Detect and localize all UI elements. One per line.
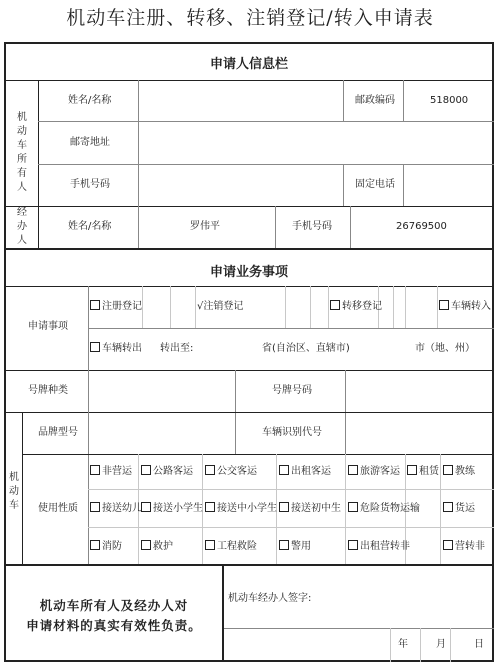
agent-name-label: 姓名/名称 xyxy=(68,221,112,232)
checkbox-icon xyxy=(205,502,215,512)
signature-label: 机动车经办人签字: xyxy=(228,593,312,604)
option-transfer-in[interactable]: 车辆转入 xyxy=(439,300,491,314)
owner-name-label: 姓名/名称 xyxy=(68,95,112,106)
usage-option[interactable]: 工程救险 xyxy=(205,540,257,554)
checkbox-icon xyxy=(90,502,100,512)
agent-mobile-field[interactable]: 26769500 xyxy=(396,221,447,232)
usage-option[interactable]: 货运 xyxy=(443,502,475,516)
checkbox-icon xyxy=(90,300,100,310)
usage-option[interactable]: 旅游客运 xyxy=(348,465,400,479)
checkbox-icon xyxy=(443,502,453,512)
agent-mobile-label: 手机号码 xyxy=(292,221,332,232)
declaration-text xyxy=(8,596,220,636)
usage-option[interactable]: 接送小学生 xyxy=(141,502,203,516)
checkbox-icon xyxy=(205,465,215,475)
usage-option[interactable]: 租赁 xyxy=(407,465,439,479)
checkbox-icon xyxy=(279,502,289,512)
checkbox-icon xyxy=(330,300,340,310)
usage-nature-label: 使用性质 xyxy=(38,503,78,514)
province-label: 省(自治区、直辖市) xyxy=(262,343,350,354)
checkbox-icon xyxy=(407,465,417,475)
business-section-header: 申请业务事项 xyxy=(209,265,288,280)
owner-mobile-field[interactable] xyxy=(139,166,342,204)
checkbox-icon xyxy=(443,540,453,550)
transfer-to-label: 转出至: xyxy=(160,343,194,354)
checkbox-icon xyxy=(205,540,215,550)
month-label: 月 xyxy=(436,639,446,650)
owner-name-field[interactable] xyxy=(139,82,342,120)
applicant-section-header: 申请人信息栏 xyxy=(209,57,288,72)
usage-option[interactable]: 危险货物运输 xyxy=(348,502,420,516)
checkbox-icon xyxy=(439,300,449,310)
checkbox-icon xyxy=(443,465,453,475)
usage-option[interactable]: 非营运 xyxy=(90,465,132,479)
checkmark-icon: √ xyxy=(197,301,204,312)
checkbox-icon xyxy=(90,540,100,550)
plate-number-field[interactable] xyxy=(346,372,492,410)
city-label: 市（地、州） xyxy=(415,343,475,354)
usage-option[interactable]: 警用 xyxy=(279,540,311,554)
checkbox-icon xyxy=(279,465,289,475)
usage-option[interactable]: 救护 xyxy=(141,540,173,554)
postal-code-label: 邮政编码 xyxy=(355,95,395,106)
mailing-address-field[interactable] xyxy=(139,123,492,163)
usage-option[interactable]: 公交客运 xyxy=(205,465,257,479)
declaration-line-1: 机动车所有人及经办人对 xyxy=(39,598,189,613)
usage-option[interactable]: 接送幼儿 xyxy=(90,502,142,516)
application-items-label: 申请事项 xyxy=(28,321,68,332)
usage-option[interactable]: 营转非 xyxy=(443,540,485,554)
checkbox-icon xyxy=(90,342,100,352)
vin-label: 车辆识别代号 xyxy=(262,427,322,438)
year-label: 年 xyxy=(398,639,408,650)
plate-number-label: 号牌号码 xyxy=(272,385,312,396)
option-register[interactable]: 注册登记 xyxy=(90,300,142,314)
usage-option[interactable]: 消防 xyxy=(90,540,122,554)
declaration-line-2: 申请材料的真实有效性负责。 xyxy=(26,618,202,633)
brand-model-field[interactable] xyxy=(89,414,234,452)
owner-mobile-label: 手机号码 xyxy=(70,179,110,190)
signature-field[interactable] xyxy=(300,580,490,624)
checkbox-icon xyxy=(279,540,289,550)
checkbox-icon xyxy=(141,540,151,550)
option-transfer[interactable]: 转移登记 xyxy=(330,300,382,314)
usage-option[interactable]: 出租客运 xyxy=(279,465,331,479)
landline-label: 固定电话 xyxy=(355,179,395,190)
checkbox-icon xyxy=(141,465,151,475)
agent-label: 经办人 xyxy=(17,207,27,246)
agent-name-field[interactable]: 罗伟平 xyxy=(190,221,220,232)
checkbox-icon xyxy=(348,540,358,550)
vehicle-label: 机动车 xyxy=(9,472,19,511)
option-transfer-out[interactable]: 车辆转出 xyxy=(90,342,142,356)
landline-field[interactable] xyxy=(404,166,492,204)
usage-option[interactable]: 教练 xyxy=(443,465,475,479)
form-title: 机动车注册、转移、注销登记/转入申请表 xyxy=(66,7,434,29)
checkbox-icon xyxy=(90,465,100,475)
usage-option[interactable]: 公路客运 xyxy=(141,465,193,479)
day-label: 日 xyxy=(474,639,484,650)
checkbox-icon xyxy=(141,502,151,512)
usage-option[interactable]: 出租营转非 xyxy=(348,540,410,554)
usage-option[interactable]: 接送初中生 xyxy=(279,502,341,516)
postal-code-field[interactable]: 518000 xyxy=(430,95,469,106)
usage-option[interactable]: 接送中小学生 xyxy=(205,502,277,516)
owner-label: 机动车所有人 xyxy=(17,112,27,193)
mailing-address-label: 邮寄地址 xyxy=(70,137,110,148)
option-deregister[interactable]: √注销登记 xyxy=(197,301,244,312)
brand-model-label: 品牌型号 xyxy=(38,427,78,438)
plate-type-field[interactable] xyxy=(89,372,234,410)
checkbox-icon xyxy=(348,502,358,512)
vin-field[interactable] xyxy=(346,414,492,452)
checkbox-icon xyxy=(348,465,358,475)
plate-type-label: 号牌种类 xyxy=(28,385,68,396)
